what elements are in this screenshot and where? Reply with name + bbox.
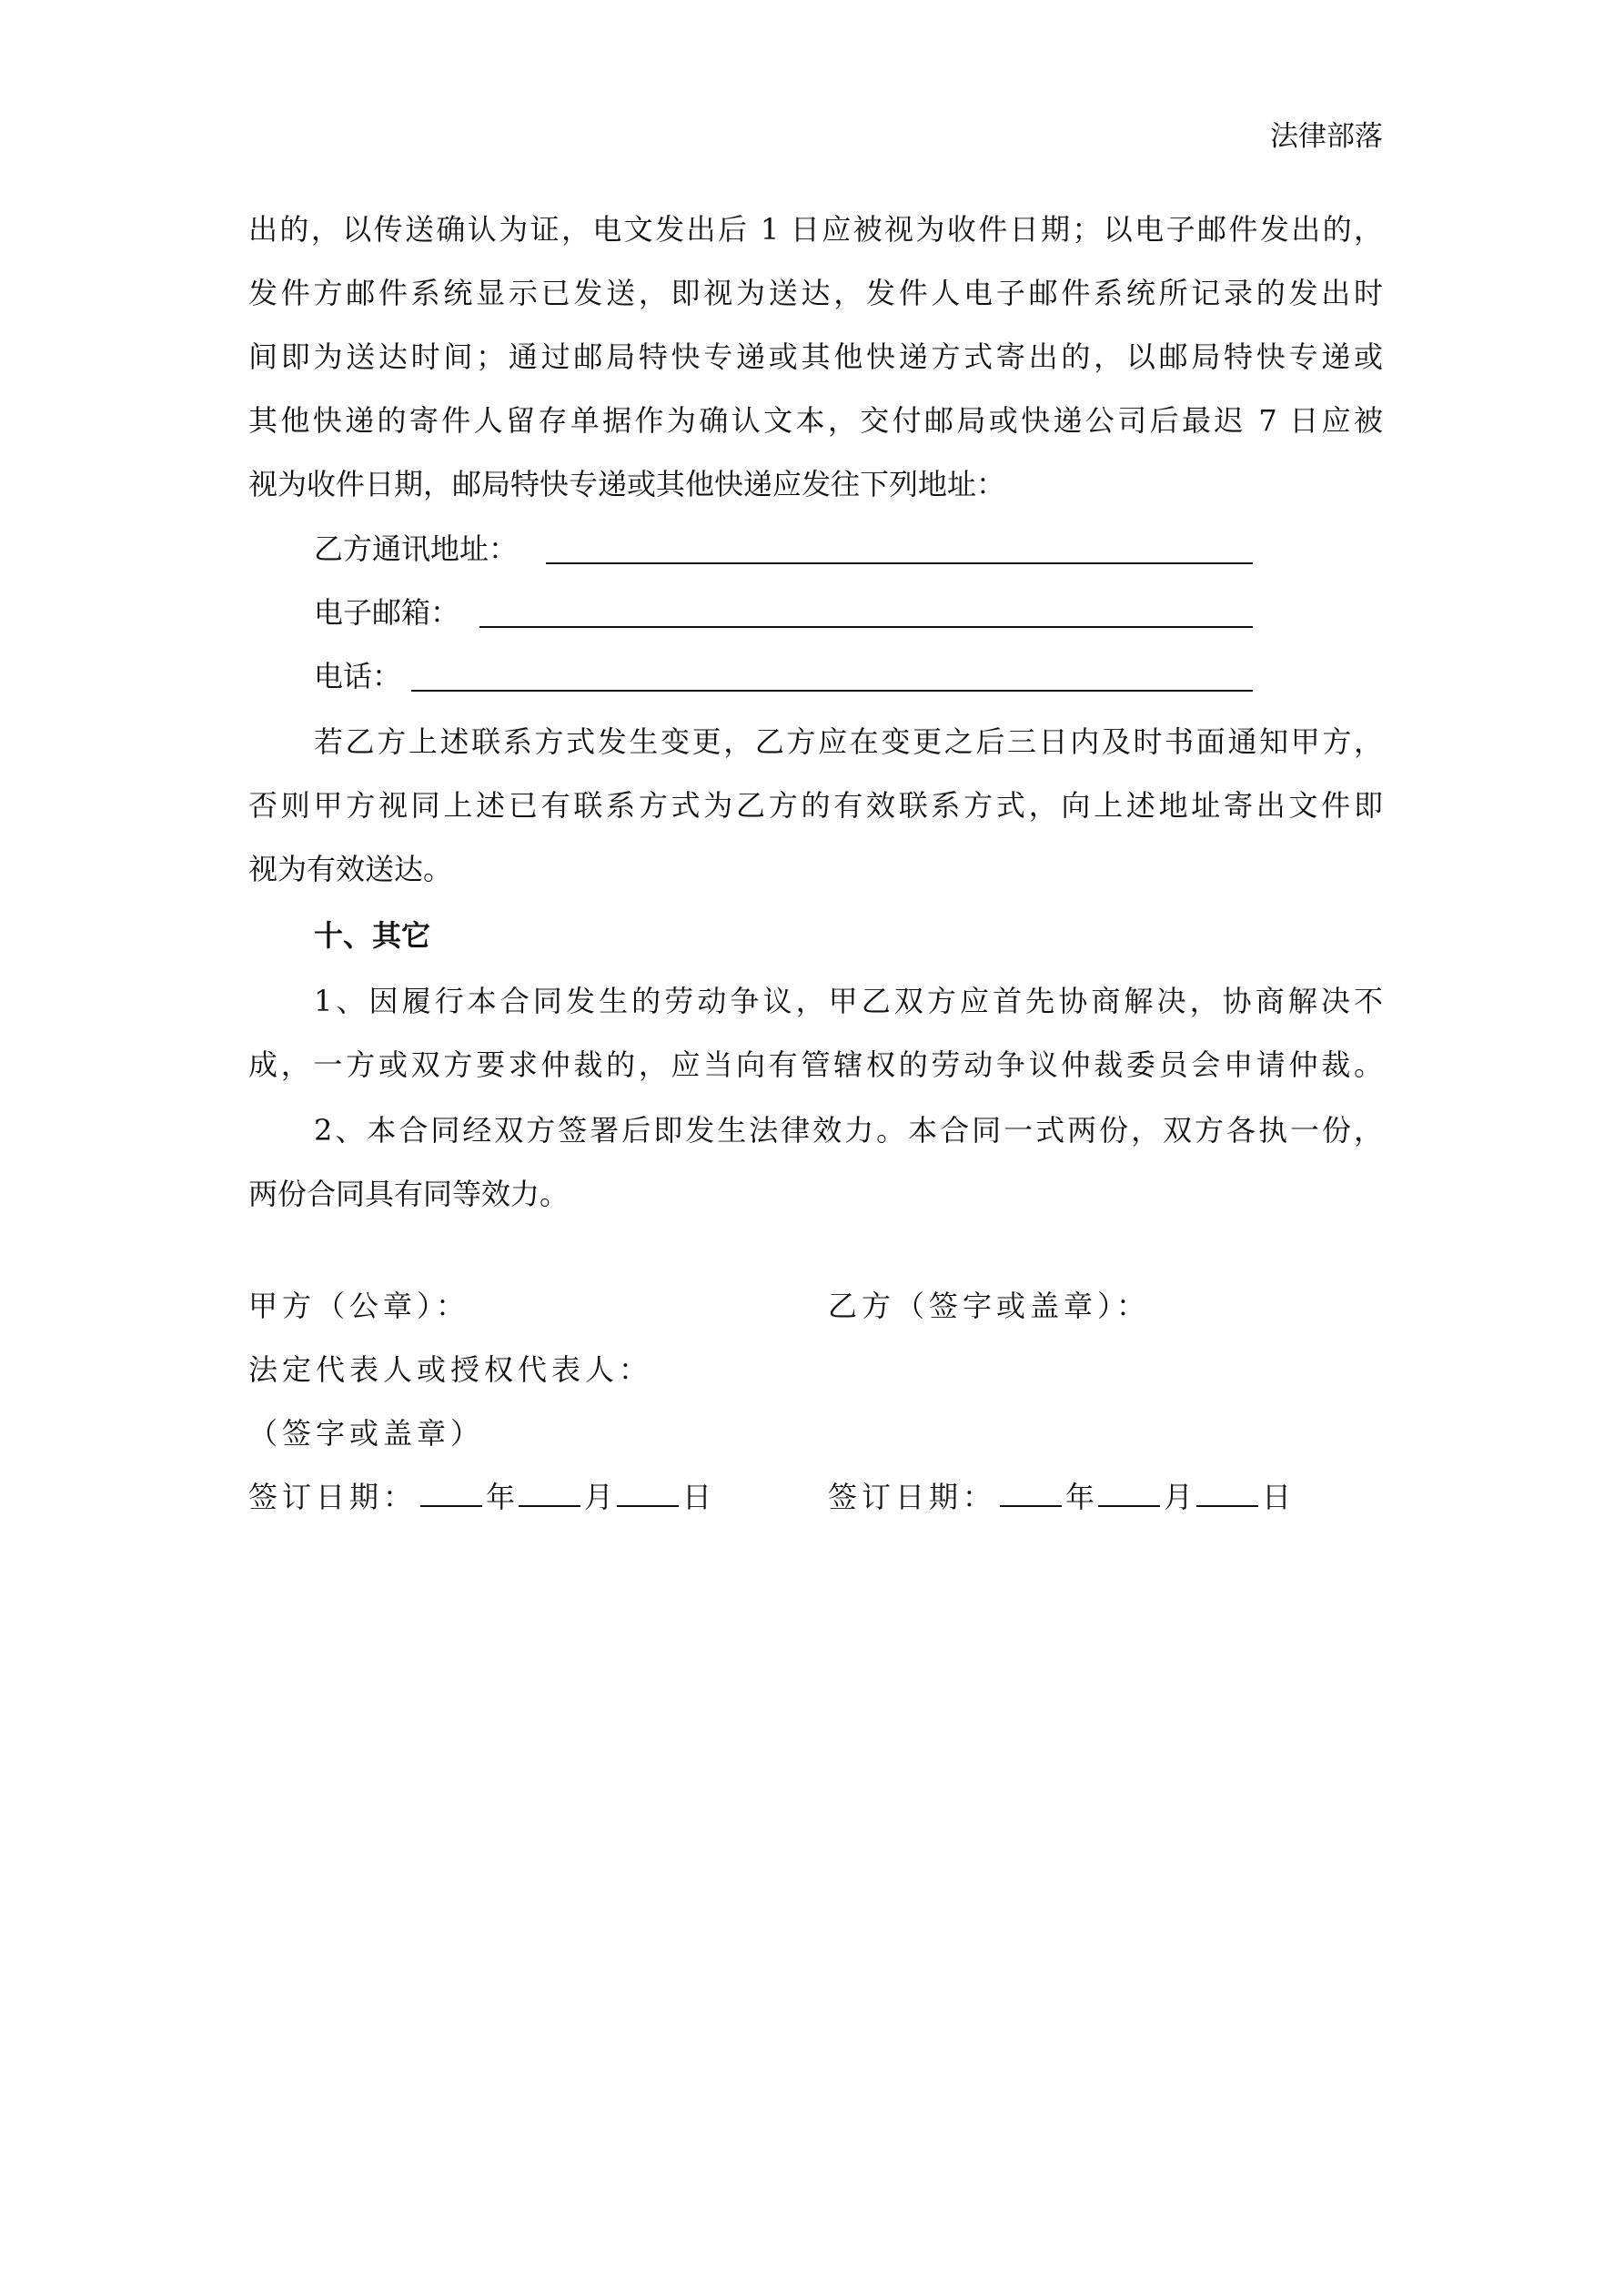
- section-heading: 十、其它: [314, 918, 431, 953]
- month-blank: [519, 1476, 580, 1507]
- email-blank-line: [479, 626, 1253, 628]
- year-label: 年: [486, 1480, 516, 1514]
- clause-line: 1、因履行本合同发生的劳动争议，甲乙双方应首先协商解决，协商解决不: [314, 984, 1383, 1018]
- party-b-sign-date: [828, 1470, 1291, 1524]
- day-blank: [1196, 1476, 1258, 1507]
- day-label: 日: [1262, 1480, 1292, 1514]
- day-blank: [617, 1476, 679, 1507]
- month-label: 月: [584, 1480, 614, 1514]
- paragraph-line: 发件方邮件系统显示已发送，即视为送达，发件人电子邮件系统所记录的发出时: [248, 276, 1383, 310]
- phone-label: 电话：: [314, 659, 402, 693]
- address-blank-line: [546, 562, 1253, 564]
- change-notice-line: 若乙方上述联系方式发生变更，乙方应在变更之后三日内及时书面通知甲方，: [314, 724, 1383, 759]
- date-label: 签订日期：: [248, 1480, 418, 1514]
- address-label: 乙方通讯地址：: [314, 531, 519, 566]
- paragraph-line: 视为收件日期，邮局特快专递或其他快递应发往下列地址：: [248, 467, 1006, 501]
- paragraph-line: 间即为送达时间；通过邮局特快专递或其他快递方式寄出的，以邮局特快专递或: [248, 339, 1383, 374]
- clause-line: 成，一方或双方要求仲裁的，应当向有管辖权的劳动争议仲裁委员会申请仲裁。: [248, 1047, 1383, 1082]
- day-label: 日: [682, 1480, 712, 1514]
- email-label: 电子邮箱：: [314, 595, 460, 630]
- paragraph-line: 出的，以传送确认为证，电文发出后 1 日应被视为收件日期；以电子邮件发出的，: [248, 212, 1383, 247]
- representative-label: 法定代表人或授权代表人：: [248, 1352, 653, 1387]
- date-label: 签订日期：: [828, 1480, 997, 1514]
- year-blank: [420, 1476, 482, 1507]
- page-header-brand: 法律部落: [1270, 120, 1383, 153]
- month-label: 月: [1164, 1480, 1194, 1514]
- change-notice-line: 否则甲方视同上述已有联系方式为乙方的有效联系方式，向上述地址寄出文件即: [248, 788, 1383, 823]
- phone-blank-line: [411, 690, 1253, 692]
- party-a-sign-date: [248, 1470, 711, 1524]
- change-notice-line: 视为有效送达。: [248, 852, 453, 886]
- year-blank: [1000, 1476, 1062, 1507]
- clause-line: 两份合同具有同等效力。: [248, 1177, 570, 1211]
- clause-line: 2、本合同经双方签署后即发生法律效力。本合同一式两份，双方各执一份，: [314, 1113, 1383, 1148]
- year-label: 年: [1065, 1480, 1095, 1514]
- paragraph-line: 其他快递的寄件人留存单据作为确认文本，交付邮局或快递公司后最迟 7 日应被: [248, 403, 1383, 438]
- month-blank: [1098, 1476, 1160, 1507]
- sign-or-seal-label: （签字或盖章）: [248, 1416, 485, 1451]
- party-b-signature-label: 乙方（签字或盖章）：: [828, 1289, 1151, 1323]
- party-a-signature-label: 甲方（公章）：: [248, 1289, 470, 1323]
